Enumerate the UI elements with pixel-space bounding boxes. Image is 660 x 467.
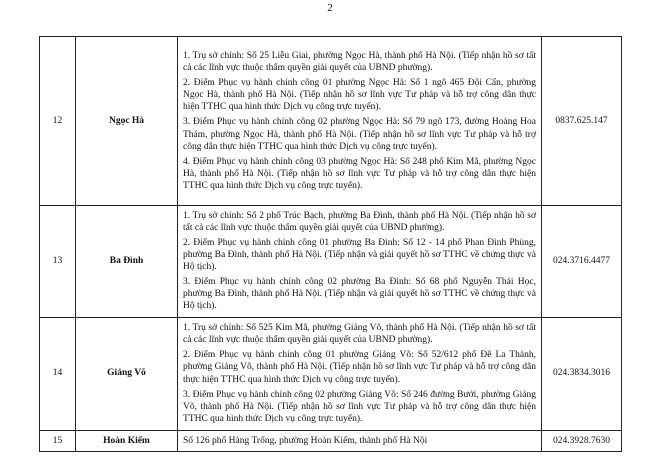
address-cell (178, 206, 542, 318)
address-item: 4. Điểm Phục vụ hành chính công 03 phường Ngọc Hà: Số 248 phố Kim Mã, phường Ngọc Hà, thành phố Hà Nội. (Tiếp nhận hồ sơ lĩnh vực Tư pháp và hỗ trợ công dân thực hiện TTHC qua hình thức Dịch vụ công trực tuyến). (183, 156, 536, 191)
ward-office-table (39, 36, 622, 452)
address-item: 3. Điểm Phục vụ hành chính công 02 phường Giảng Võ: Số 246 đường Bưởi, phường Giảng Võ, thành phố Hà Nội. (Tiếp nhận hồ sơ lĩnh vực Tư pháp và hỗ trợ công dân thực hiện TTHC qua hình thức Dịch vụ công trực tuyến). (183, 389, 536, 424)
table-row-hoan-kiem (40, 430, 622, 451)
ward-name: Ba Đình (76, 206, 178, 318)
address-item: 2. Điểm Phục vụ hành chính công 01 phường Ba Đình: Số 12 - 14 phố Phan Đình Phùng, phường Ba Đình, thành phố Hà Nội. (Tiếp nhận và giải quyết hồ sơ TTHC về chứng thực và Hộ tịch). (183, 238, 536, 273)
row-number: 15 (40, 430, 76, 451)
row-number: 13 (40, 206, 76, 318)
address-item: 3. Điểm Phục vụ hành chính công 02 phường Ngọc Hà: Số 79 ngõ 173, đường Hoàng Hoa Thám, phường Ngọc Hà, thành phố Hà Nội. (Tiếp nhận hồ sơ lĩnh vực Tư pháp và hỗ trợ công dân thực hiện TTHC qua hình thức Dịch vụ công trực tuyến). (183, 117, 536, 152)
address-cell (178, 430, 542, 451)
table-row-ba-dinh (40, 206, 622, 318)
address-item: 2. Điểm Phục vụ hành chính công 01 phường Ngọc Hà: Số 1 ngõ 465 Đội Cấn, phường Ngọc Hà, thành phố Hà Nội. (Tiếp nhận hồ sơ lĩnh vực Tư pháp và hỗ trợ công dân thực hiện TTHC qua hình thức Dịch vụ công trực tuyến). (183, 78, 536, 113)
table-row-giang-vo (40, 317, 622, 430)
address-cell (178, 317, 542, 430)
row-number: 14 (40, 317, 76, 430)
table-row-ngoc-ha (40, 37, 622, 206)
address-item: Số 126 phố Hàng Trống, phường Hoàn Kiếm, thành phố Hà Nội (183, 435, 428, 446)
address-item: 1. Trụ sở chính: Số 2 phố Trúc Bạch, phường Ba Đình, thành phố Hà Nội. (Tiếp nhận hồ sơ tất cả các lĩnh vực thuộc thẩm quyền giải quyết của UBND phường). (183, 211, 536, 234)
row-number: 12 (40, 37, 76, 206)
phone-number: 024.3834.3016 (542, 317, 622, 430)
ward-name: Ngọc Hà (76, 37, 178, 206)
address-item: 1. Trụ sở chính: Số 25 Liễu Giai, phường Ngọc Hà, thành phố Hà Nội. (Tiếp nhận hồ sơ tất cả các lĩnh vực thuộc thẩm quyền giải quyết của UBND phường). (183, 51, 536, 74)
ward-name: Giảng Võ (76, 317, 178, 430)
address-item: 1. Trụ sở chính: Số 525 Kim Mã, phường Giảng Võ, thành phố Hà Nội. (Tiếp nhận hồ sơ tất cả các lĩnh vực thuộc thẩm quyền giải quyết của UBND phường). (183, 323, 536, 346)
address-item: 3. Điểm Phục vụ hành chính công 02 phường Ba Đình: Số 68 phố Nguyễn Thái Học, phường Ba Đình, thành phố Hà Nội. (Tiếp nhận và giải quyết hồ sơ TTHC về chứng thực và Hộ tịch). (183, 277, 536, 312)
page-number: 2 (327, 2, 333, 14)
ward-name: Hoàn Kiếm (76, 430, 178, 451)
phone-number: 024.3928.7630 (542, 430, 622, 451)
address-item: 2. Điểm Phục vụ hành chính công 01 phường Giảng Võ: Số 52/612 phố Đê La Thành, phường Giảng Võ, thành phố Hà Nội. (Tiếp nhận hồ sơ lĩnh vực Tư pháp và hỗ trợ công dân thực hiện TTHC qua hình thức Dịch vụ công trực tuyến). (183, 350, 536, 385)
phone-number: 024.3716.4477 (542, 206, 622, 318)
phone-number: 0837.625.147 (542, 37, 622, 206)
address-cell (178, 37, 542, 206)
